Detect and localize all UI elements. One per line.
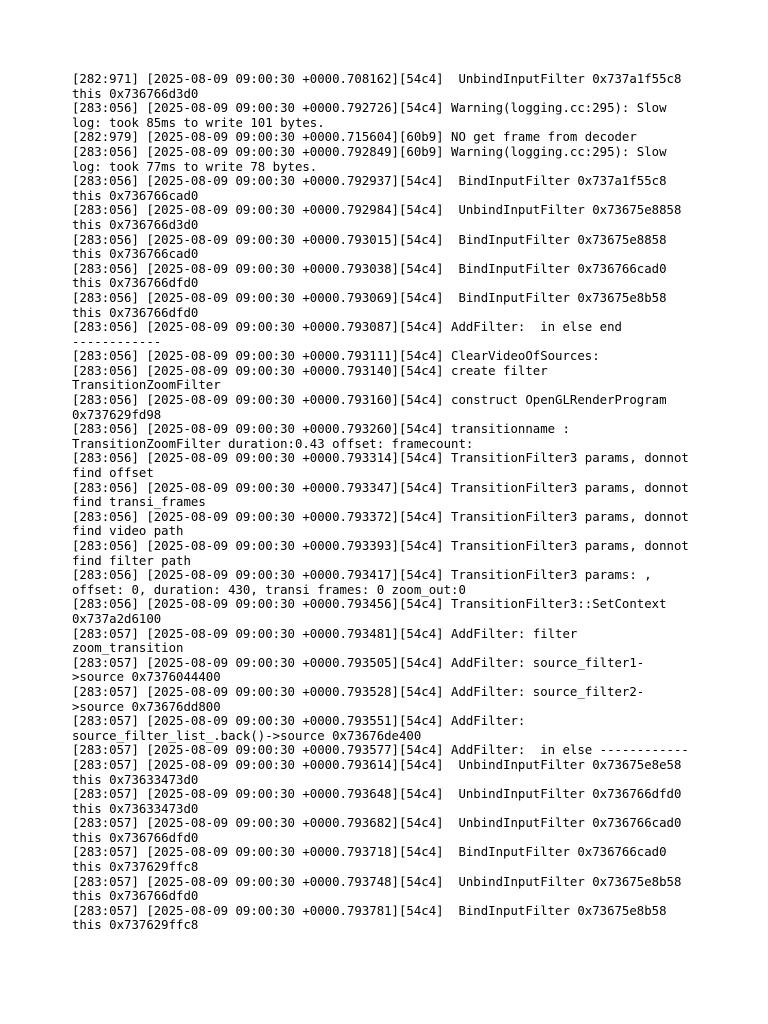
log-line: this 0x736766dfd0: [72, 276, 199, 291]
log-line: [283:057] [2025-08-09 09:00:30 +0000.793505][54c4] AddFilter: source_filter1-: [72, 655, 645, 670]
log-line: [283:057] [2025-08-09 09:00:30 +0000.793781][54c4] BindInputFilter 0x73675e8b58: [72, 903, 667, 918]
log-line: [283:056] [2025-08-09 09:00:30 +0000.793372][54c4] TransitionFilter3 params, donnot: [72, 509, 689, 524]
log-line: log: took 85ms to write 101 bytes.: [72, 115, 325, 130]
log-line: [283:056] [2025-08-09 09:00:30 +0000.792726][54c4] Warning(logging.cc:295): Slow: [72, 101, 667, 116]
log-line: log: took 77ms to write 78 bytes.: [72, 159, 318, 174]
log-line: find video path: [72, 524, 184, 539]
log-line: this 0x73633473d0: [72, 801, 199, 816]
log-line: [283:056] [2025-08-09 09:00:30 +0000.793314][54c4] TransitionFilter3 params, donnot: [72, 451, 689, 466]
log-line: [283:056] [2025-08-09 09:00:30 +0000.793160][54c4] construct OpenGLRenderProgram: [72, 393, 667, 408]
log-line: TransitionZoomFilter: [72, 378, 221, 393]
log-line: [283:056] [2025-08-09 09:00:30 +0000.793038][54c4] BindInputFilter 0x736766cad0: [72, 261, 667, 276]
log-line: [283:056] [2025-08-09 09:00:30 +0000.793456][54c4] TransitionFilter3::SetContext: [72, 597, 667, 612]
log-line: ------------: [72, 334, 162, 349]
log-line: [283:057] [2025-08-09 09:00:30 +0000.793614][54c4] UnbindInputFilter 0x73675e8e58: [72, 757, 682, 772]
log-line: find filter path: [72, 553, 191, 568]
log-line: find offset: [72, 466, 154, 481]
log-line: source_filter_list_.back()->source 0x73676de400: [72, 728, 422, 743]
log-line: this 0x736766dfd0: [72, 830, 199, 845]
log-line: this 0x736766d3d0: [72, 86, 199, 101]
log-line: [283:057] [2025-08-09 09:00:30 +0000.793577][54c4] AddFilter: in else ------------: [72, 743, 689, 758]
log-line: [282:979] [2025-08-09 09:00:30 +0000.715604][60b9] NO get frame from decoder: [72, 130, 637, 145]
log-line: [283:056] [2025-08-09 09:00:30 +0000.792849][60b9] Warning(logging.cc:295): Slow: [72, 144, 667, 159]
log-line: this 0x737629ffc8: [72, 860, 199, 875]
log-line: [283:056] [2025-08-09 09:00:30 +0000.792937][54c4] BindInputFilter 0x737a1f55c8: [72, 174, 667, 189]
log-line: [283:057] [2025-08-09 09:00:30 +0000.793528][54c4] AddFilter: source_filter2-: [72, 684, 645, 699]
log-line: this 0x736766cad0: [72, 188, 199, 203]
log-line: [283:057] [2025-08-09 09:00:30 +0000.793481][54c4] AddFilter: filter: [72, 626, 578, 641]
log-line: >source 0x73676dd800: [72, 699, 221, 714]
log-line: [283:056] [2025-08-09 09:00:30 +0000.793417][54c4] TransitionFilter3 params: ,: [72, 568, 652, 583]
log-line: [283:057] [2025-08-09 09:00:30 +0000.793718][54c4] BindInputFilter 0x736766cad0: [72, 845, 667, 860]
log-text-block: [72, 72, 712, 933]
log-line: [283:056] [2025-08-09 09:00:30 +0000.793140][54c4] create filter: [72, 363, 548, 378]
log-line: this 0x736766dfd0: [72, 305, 199, 320]
log-line: TransitionZoomFilter duration:0.43 offset: framecount:: [72, 436, 474, 451]
log-line: this 0x736766cad0: [72, 247, 199, 262]
log-line: [283:056] [2025-08-09 09:00:30 +0000.793347][54c4] TransitionFilter3 params, donnot: [72, 480, 689, 495]
log-line: this 0x736766dfd0: [72, 889, 199, 904]
log-line: find transi_frames: [72, 495, 206, 510]
log-line: [283:057] [2025-08-09 09:00:30 +0000.793648][54c4] UnbindInputFilter 0x736766dfd0: [72, 787, 682, 802]
log-line: [283:057] [2025-08-09 09:00:30 +0000.793551][54c4] AddFilter:: [72, 714, 526, 729]
log-line: [283:057] [2025-08-09 09:00:30 +0000.793682][54c4] UnbindInputFilter 0x736766cad0: [72, 816, 682, 831]
log-line: [283:056] [2025-08-09 09:00:30 +0000.793015][54c4] BindInputFilter 0x73675e8858: [72, 232, 667, 247]
log-line: [283:056] [2025-08-09 09:00:30 +0000.793393][54c4] TransitionFilter3 params, donnot: [72, 539, 689, 553]
log-line: [283:056] [2025-08-09 09:00:30 +0000.793087][54c4] AddFilter: in else end: [72, 320, 622, 335]
log-line: [283:056] [2025-08-09 09:00:30 +0000.793069][54c4] BindInputFilter 0x73675e8b58: [72, 290, 667, 305]
log-line: this 0x73633473d0: [72, 772, 199, 787]
log-line: this 0x736766d3d0: [72, 217, 199, 232]
log-line: >source 0x7376044400: [72, 670, 221, 685]
log-line: offset: 0, duration: 430, transi frames: 0 zoom_out:0: [72, 582, 466, 597]
log-line: [282:971] [2025-08-09 09:00:30 +0000.708162][54c4] UnbindInputFilter 0x737a1f55c8: [72, 72, 682, 86]
log-line: [283:057] [2025-08-09 09:00:30 +0000.793748][54c4] UnbindInputFilter 0x73675e8b58: [72, 874, 682, 889]
log-line: [283:056] [2025-08-09 09:00:30 +0000.793111][54c4] ClearVideoOfSources:: [72, 349, 600, 364]
log-line: this 0x737629ffc8: [72, 918, 199, 933]
log-line: 0x737a2d6100: [72, 611, 162, 626]
log-line: [283:056] [2025-08-09 09:00:30 +0000.793260][54c4] transitionname :: [72, 422, 570, 437]
log-line: 0x737629fd98: [72, 407, 162, 422]
log-line: zoom_transition: [72, 641, 184, 656]
log-line: [283:056] [2025-08-09 09:00:30 +0000.792984][54c4] UnbindInputFilter 0x73675e8858: [72, 203, 682, 218]
